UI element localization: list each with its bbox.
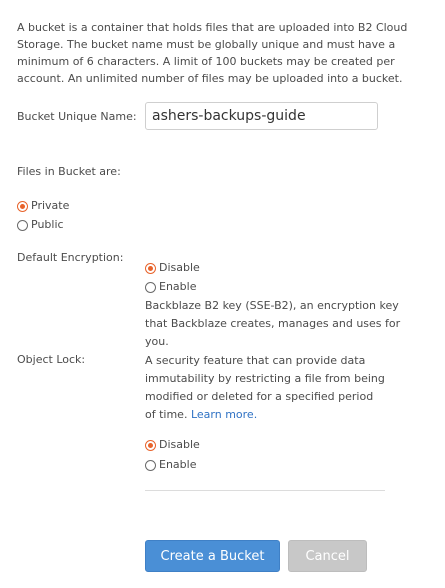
- default-encryption-label: Default Encryption:: [17, 251, 124, 264]
- files-public-label: Public: [31, 218, 64, 231]
- cancel-button[interactable]: Cancel: [288, 540, 367, 572]
- files-public-radio[interactable]: [17, 218, 64, 232]
- object-lock-disable-radio[interactable]: [145, 438, 200, 452]
- encryption-description: Backblaze B2 key (SSE-B2), an encryption key that Backblaze creates, manages and uses for you.: [145, 299, 401, 348]
- object-lock-disable-label: Disable: [159, 438, 200, 451]
- radio-checked-icon[interactable]: [145, 263, 156, 274]
- radio-checked-icon[interactable]: [145, 440, 156, 451]
- files-private-label: Private: [31, 199, 70, 212]
- intro-text: A bucket is a container that holds files that are uploaded into B2 Cloud Storage. The bucket name must be globally unique and must have a minimum of 6 characters. A limit of 100 buckets may be created per account. An unlimited number of files may be uploaded into a bucket.: [17, 21, 408, 85]
- bucket-name-label: Bucket Unique Name:: [17, 110, 137, 123]
- radio-unchecked-icon[interactable]: [145, 460, 156, 471]
- create-bucket-button[interactable]: Create a Bucket: [145, 540, 280, 572]
- encryption-enable-label: Enable: [159, 280, 197, 293]
- object-lock-description-block: [145, 352, 385, 424]
- radio-unchecked-icon[interactable]: [145, 282, 156, 293]
- bucket-name-input[interactable]: [145, 102, 378, 130]
- object-lock-label: Object Lock:: [17, 353, 86, 366]
- divider: [145, 490, 385, 491]
- encryption-disable-label: Disable: [159, 261, 200, 274]
- learn-more-link[interactable]: Learn more.: [190, 408, 258, 421]
- object-lock-enable-label: Enable: [159, 458, 197, 471]
- files-in-bucket-label: Files in Bucket are:: [17, 165, 121, 178]
- files-private-radio[interactable]: [17, 199, 69, 213]
- object-lock-description: A security feature that can provide data immutability by restricting a file from being modified or deleted for a specified period of time.: [145, 354, 385, 421]
- encryption-enable-radio[interactable]: [145, 280, 196, 294]
- object-lock-enable-radio[interactable]: [145, 458, 196, 472]
- encryption-disable-radio[interactable]: [145, 261, 200, 275]
- radio-unchecked-icon[interactable]: [17, 220, 28, 231]
- radio-checked-icon[interactable]: [17, 201, 28, 212]
